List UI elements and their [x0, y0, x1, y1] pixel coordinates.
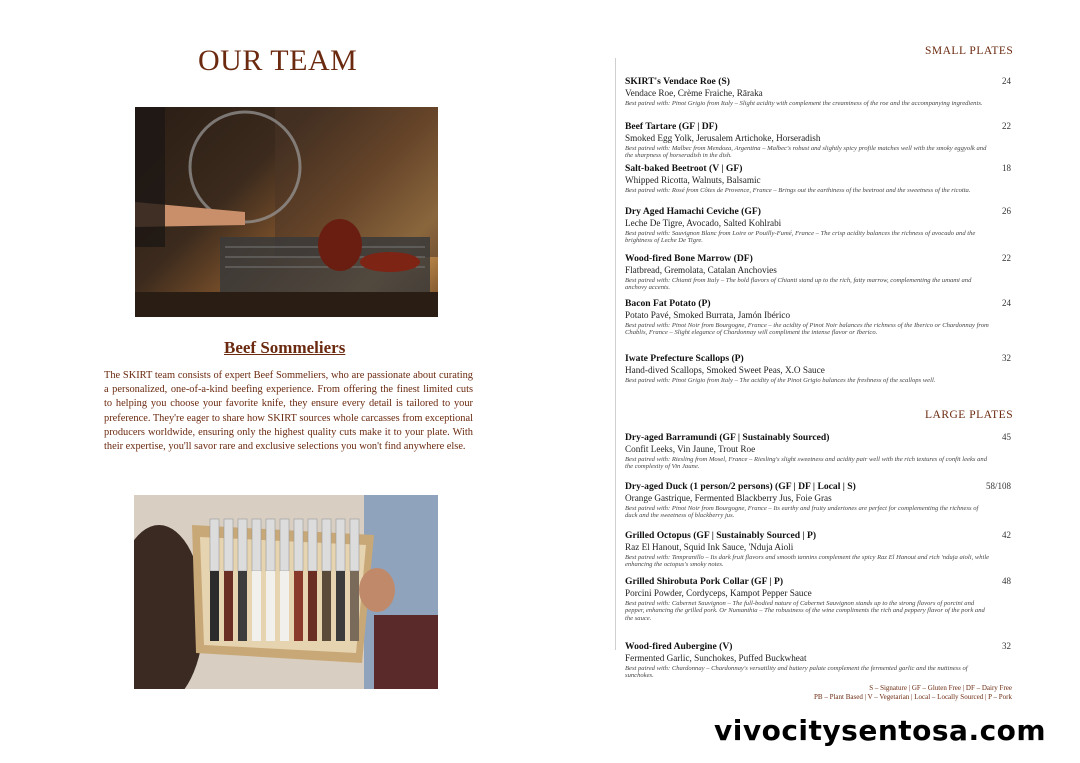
menu-item — [625, 481, 1017, 520]
item-price: 58/108 — [985, 481, 1011, 491]
item-description: Orange Gastrique, Fermented Blackberry Jus, Foie Gras — [625, 493, 832, 503]
menu-item — [625, 298, 1017, 337]
item-price: 32 — [1002, 641, 1011, 651]
knives-photo — [134, 495, 438, 689]
item-name: Wood-fired Bone Marrow (DF) — [625, 253, 753, 264]
item-name: Bacon Fat Potato (P) — [625, 298, 711, 309]
item-pairing: Best paired with: Pinot Grigio from Italy – The acidity of the Pinot Grigio balances the freshness of the scallops well. — [625, 376, 936, 384]
item-price: 32 — [1002, 353, 1011, 363]
item-pairing: Best paired with: Cabernet Sauvignon – The full-bodied nature of Cabernet Sauvignon stands up to the strong flavors of porcini and pepper, enhancing the grilled pork. Or Numanthia – The robustness of the wine compliments the rich and peppery flavor of the pork and the sauce. — [625, 599, 985, 622]
item-price: 42 — [1002, 530, 1011, 540]
legend-line-1: S – Signature | GF – Gluten Free | DF – Dairy Free — [869, 684, 1012, 692]
item-pairing: Best paired with: Rosé from Côtes de Provence, France – Brings out the earthiness of the beetroot and the sweetness of the ricotta. — [625, 186, 971, 194]
item-description: Confit Leeks, Vin Jaune, Trout Roe — [625, 444, 756, 454]
item-name: Dry-aged Duck (1 person/2 persons) (GF | DF | Local | S) — [625, 481, 856, 492]
item-pairing: Best paired with: Pinot Noir from Bourgogne, France – the acidity of Pinot Noir balances the richness of the Iberico or Chardonnay from Chablis, France – Slight elegance of Chardonnay will compliment the intense flavor or Iberico. — [625, 321, 989, 337]
menu-item — [625, 163, 1017, 194]
legend-line-2: PB – Plant Based | V – Vegetarian | Local – Locally Sourced | P – Pork — [814, 693, 1012, 701]
item-name: Beef Tartare (GF | DF) — [625, 121, 718, 132]
item-name: Dry-aged Barramundi (GF | Sustainably Sourced) — [625, 432, 830, 443]
item-description: Whipped Ricotta, Walnuts, Balsamic — [625, 175, 761, 185]
item-name: Grilled Shirobuta Pork Collar (GF | P) — [625, 576, 784, 587]
item-description: Leche De Tigre, Avocado, Salted Kohlrabi — [625, 218, 782, 228]
item-description: Fermented Garlic, Sunchokes, Puffed Buckwheat — [625, 653, 807, 663]
watermark: vivocitysentosa.com — [714, 714, 1047, 747]
item-pairing: Best paired with: Sauvignon Blanc from Loire or Pouilly-Fumé, France – The crisp acidity balances the richness of avocado and the brightness of Leche De Tigre. — [625, 229, 976, 245]
item-name: Salt-baked Beetroot (V | GF) — [625, 163, 743, 174]
team-description: The SKIRT team consists of expert Beef Sommeliers, who are passionate about curating a personalized, one-of-a-kind beefing experience. From offering the finest limited cuts to helping you choose your favorite knife, they ensure every detail is tailored to your preference. They're eager to share how SKIRT sources whole carcasses from exceptional producers worldwide, ensuring only the highest quality cuts make it to your plate. With their expertise, you'll savor rare and exclusive selections you won't find anywhere else. — [104, 370, 473, 453]
grill-scene-icon — [135, 107, 438, 317]
item-price: 24 — [1002, 76, 1011, 86]
item-name: Grilled Octopus (GF | Sustainably Sourced | P) — [625, 530, 817, 541]
item-pairing: Best paired with: Chardonnay – Chardonnay's versatility and buttery palate complement the fermented garlic and the nuttiness of sunchokes. — [625, 664, 968, 680]
menu-item — [625, 76, 1017, 107]
item-pairing: Best paired with: Pinot Grigio from Italy – Slight acidity with complement the creaminess of the roe and the accompanying ingredients. — [625, 99, 983, 107]
item-pairing: Best paired with: Malbec from Mendoza, Argentina – Malbec's robust and slightly spicy profile matches well with the smoky eggyolk and the sharpness of horseradish in the dish. — [625, 144, 987, 160]
item-description: Porcini Powder, Cordyceps, Kampot Pepper Sauce — [625, 588, 812, 598]
item-pairing: Best paired with: Tempranillo – Its dark fruit flavors and smooth tannins complement the spicy Raz El Hanout and rich 'nduja aioli, while enhancing the octopus's smoky notes. — [625, 553, 990, 569]
item-price: 45 — [1002, 432, 1011, 442]
item-price: 26 — [1002, 206, 1011, 216]
item-description: Smoked Egg Yolk, Jerusalem Artichoke, Horseradish — [625, 133, 821, 143]
item-pairing: Best paired with: Pinot Noir from Bourgogne, France – Its earthy and fruity undertones are perfect for complementing the richness of duck and the sweetness of blackberry jus. — [625, 504, 979, 520]
item-description: Raz El Hanout, Squid Ink Sauce, 'Nduja Aioli — [625, 542, 794, 552]
item-price: 24 — [1002, 298, 1011, 308]
small-plates-heading: SMALL PLATES — [925, 45, 1014, 57]
item-name: Dry Aged Hamachi Ceviche (GF) — [625, 206, 761, 217]
page-divider — [615, 58, 616, 650]
item-name: Wood-fired Aubergine (V) — [625, 641, 733, 652]
menu-item — [625, 641, 1017, 680]
knife-box-icon — [134, 495, 438, 689]
menu-item — [625, 121, 1017, 160]
item-pairing: Best paired with: Riesling from Mosel, France – Riesling's slight sweetness and acidity pair well with the rich textures of confit leeks and the complexity of Vin Jaune. — [625, 455, 988, 471]
item-description: Vendace Roe, Crème Fraiche, Rāraka — [625, 88, 763, 98]
menu-item — [625, 530, 1017, 569]
item-price: 22 — [1002, 253, 1011, 263]
section-subtitle: Beef Sommeliers — [224, 338, 346, 357]
item-price: 22 — [1002, 121, 1011, 131]
item-description: Hand-dived Scallops, Smoked Sweet Peas, X.O Sauce — [625, 365, 825, 375]
item-price: 18 — [1002, 163, 1011, 173]
item-name: SKIRT's Vendace Roe (S) — [625, 76, 730, 87]
large-plates-heading: LARGE PLATES — [925, 409, 1014, 421]
menu-item — [625, 253, 1017, 292]
grill-photo — [135, 107, 438, 317]
dietary-legend — [814, 684, 1012, 702]
item-description: Flatbread, Gremolata, Catalan Anchovies — [625, 265, 777, 275]
menu-item — [625, 206, 1017, 245]
menu-item — [625, 576, 1017, 622]
page-title: OUR TEAM — [198, 44, 358, 77]
item-name: Iwate Prefecture Scallops (P) — [625, 353, 744, 364]
item-price: 48 — [1002, 576, 1011, 586]
menu-item — [625, 432, 1017, 471]
item-pairing: Best paired with: Chianti from Italy – The bold flavors of Chianti stand up to the rich, fatty marrow, complementing the umami and anchovy accents. — [625, 276, 972, 292]
menu-item — [625, 353, 1017, 384]
item-description: Potato Pavé, Smoked Burrata, Jamón Ibérico — [625, 310, 791, 320]
